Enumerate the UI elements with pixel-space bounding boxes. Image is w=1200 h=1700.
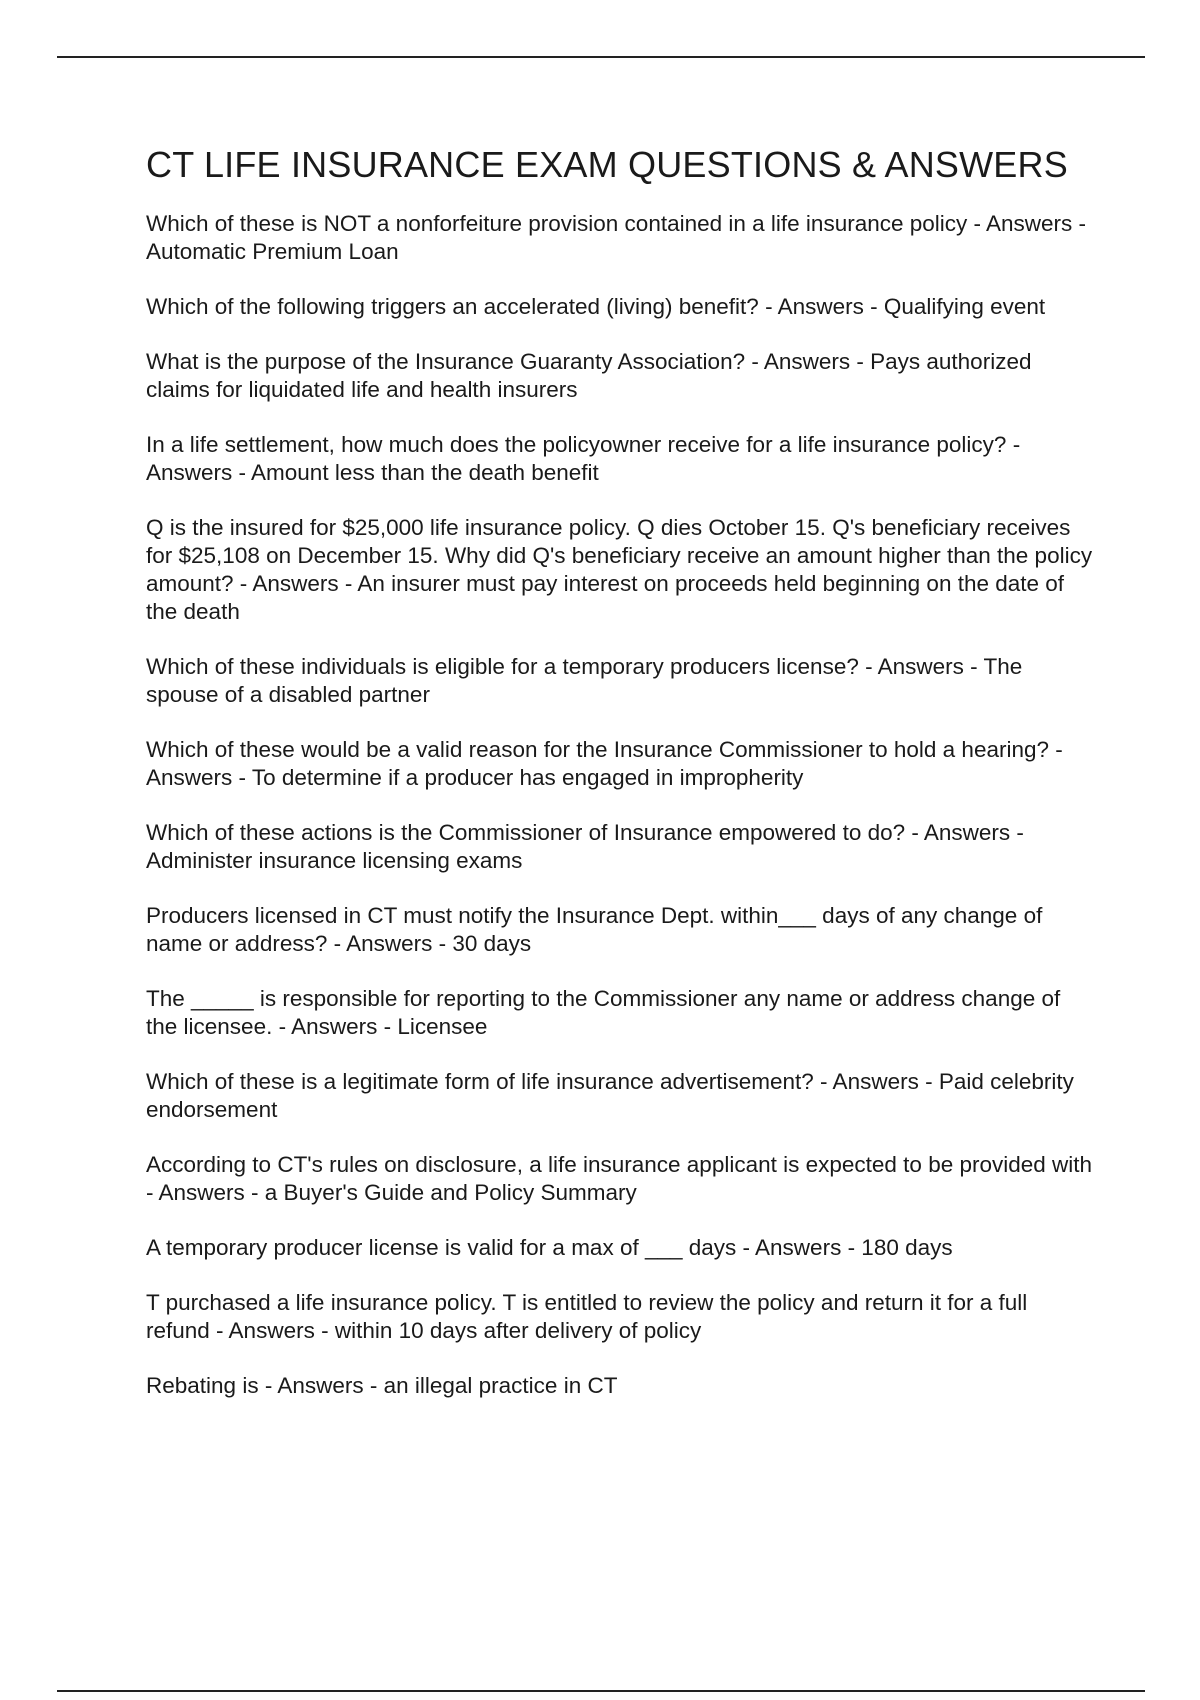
qa-item: According to CT's rules on disclosure, a life insurance applicant is expected to be provided with - Answers - a Buyer's Guide and Policy Summary (146, 1152, 1093, 1205)
qa-item: The _____ is responsible for reporting to the Commissioner any name or address change of the licensee. - Answers - Licensee (146, 986, 1061, 1039)
qa-item: Which of the following triggers an accelerated (living) benefit? - Answers - Qualifying event (146, 294, 1046, 319)
qa-list (146, 210, 1096, 1400)
bottom-divider (57, 1690, 1145, 1692)
document-body (146, 142, 1096, 1427)
qa-item: Which of these individuals is eligible for a temporary producers license? - Answers - The spouse of a disabled partner (146, 654, 1023, 707)
document-title: CT LIFE INSURANCE EXAM QUESTIONS & ANSWERS (146, 144, 1068, 185)
qa-item: Which of these is a legitimate form of life insurance advertisement? - Answers - Paid celebrity endorsement (146, 1069, 1074, 1122)
qa-item: Which of these actions is the Commissioner of Insurance empowered to do? - Answers - Administer insurance licensing exams (146, 820, 1024, 873)
qa-item: Producers licensed in CT must notify the Insurance Dept. within___ days of any change of name or address? - Answers - 30 days (146, 903, 1043, 956)
qa-item: A temporary producer license is valid for a max of ___ days - Answers - 180 days (146, 1235, 953, 1260)
qa-item: Q is the insured for $25,000 life insurance policy. Q dies October 15. Q's beneficiary receives for $25,108 on December 15. Why did Q's beneficiary receive an amount higher than the policy amount? - Answers - An insurer must pay interest on proceeds held beginning on the date of the death (146, 515, 1093, 624)
qa-item: In a life settlement, how much does the policyowner receive for a life insurance policy? - Answers - Amount less than the death benefit (146, 432, 1021, 485)
top-divider (57, 56, 1145, 58)
qa-item: Which of these is NOT a nonforfeiture provision contained in a life insurance policy - Answers - Automatic Premium Loan (146, 211, 1087, 264)
qa-item: Rebating is - Answers - an illegal practice in CT (146, 1373, 618, 1398)
qa-item: Which of these would be a valid reason for the Insurance Commissioner to hold a hearing? - Answers - To determine if a producer has engaged in impropherity (146, 737, 1063, 790)
qa-item: T purchased a life insurance policy. T is entitled to review the policy and return it for a full refund - Answers - within 10 days after delivery of policy (146, 1290, 1028, 1343)
qa-item: What is the purpose of the Insurance Guaranty Association? - Answers - Pays authorized claims for liquidated life and health insurers (146, 349, 1032, 402)
